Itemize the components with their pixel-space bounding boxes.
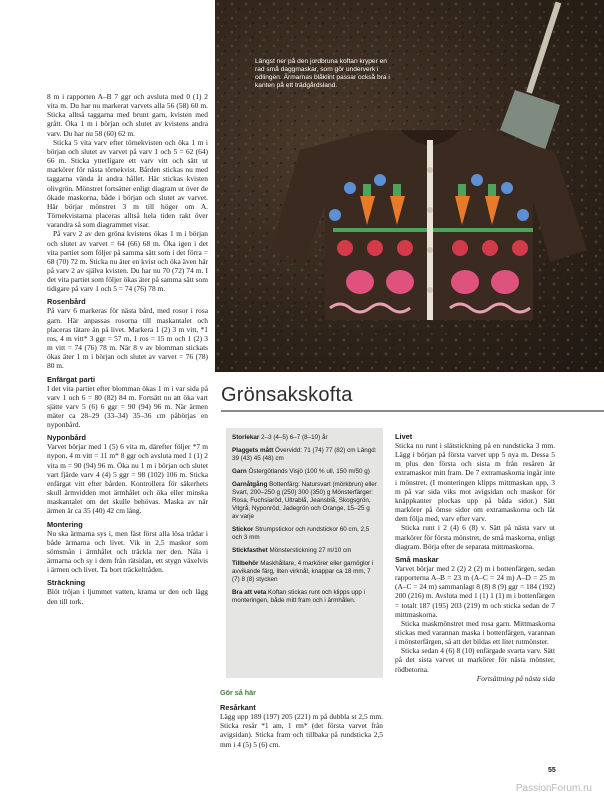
left-column	[47, 92, 208, 606]
resarkant-text: Lägg upp 189 (197) 205 (221) m på dubbla st 2,5 mm. Sticka resår *1 am, 1 rm* (det första varvet från avigsidan). Sticka fram och tillbaka på rundsticka 2,5 mm i 4 (5) 5 (6) cm.	[220, 712, 383, 749]
info-value: Strumpstickor och rundstickor 60 cm, 2,5 och 3 mm	[232, 526, 370, 541]
info-value: Bottenfärg: Natursvart (mörkbrun) eller Svart, 200–250 g (250) 300 (350) g Mönsterfärger: Rosa, Fuchsiaröd, Ultrablå, Jeansblå, Skogsgrön, Vitgrå, Nyponröd, Jadegrön och Orange, 15–25 g av varje	[232, 481, 377, 520]
info-entry	[226, 468, 383, 476]
info-value: Mönsterstickning 27 m/10 cm	[267, 547, 352, 554]
section-heading: Rosenbård	[47, 297, 86, 307]
info-label: Tillbehör	[232, 560, 259, 567]
info-label: Stickfasthet	[232, 547, 268, 554]
paragraph: Sticka runt i 2 (4) 6 (8) v. Sätt på nästa varv ut markörer för första mönstret, de små maskorna, enligt diagram. Börja efter de separata mittmaskorna.	[395, 523, 555, 551]
paragraph: Sticka nu runt i slätstickning på en rundsticka 3 mm. Lägg i början på första varvet upp 5 nya m. Dessa 5 m plus den första och sista m från resåren är extramaskor mitt fram. De 7 extramaskorna ingår inte i mönstret. (I monteringen klipps mittmaskan upp, 3 m på var sida viks mot avigsidan och maskor för knäppkanter plockas upp på båda sidor.) Sätt markörer på ömse sidor om extramaskorna och låt dem följa med, varv efter varv.	[395, 441, 555, 524]
info-value: Koftan stickas runt och klipps upp i monteringen, både mitt fram och i ärmhålen.	[232, 589, 366, 604]
info-label: Garnåtgång	[232, 481, 268, 488]
paragraph: Sticka maskmönstret med rosa garn. Mittmaskorna stickas med varannan maska i bottenfärgen, varannan i mönsterfärgen, så att det bildas ett litet rutmönster.	[395, 618, 555, 647]
middle-column	[220, 688, 383, 749]
info-value: 2–3 (4–5) 6–7 (8–10) år	[259, 434, 328, 441]
paragraph: I det vita partiet efter blomman ökas 1 m i var sida på varv 1 och 6 = 80 (82) 84 m. Fortsätt nu att öka vart sjätte varv 5 (6) 6 ggr = 90 (94) 96 m. När ärmen mäter ca 28–29 (33–34) 35–36 cm påbörjas en nyponbård.	[47, 383, 208, 430]
page-number: 55	[548, 767, 556, 774]
paragraph: Sticka sedan 4 (6) 8 (10) enfärgade svarta varv. Sätt på det sista varvet ut markörer för nästa mönster, rödbetorna.	[395, 646, 555, 674]
paragraph: Sticka 5 vita varv efter törnekvisten och öka 1 m i början och slutet av varvet på varv 1 och 5 = 62 (64) 66 m. Sticka ytterligare ett varv vitt och sätt ut markörer för nästa törnekvist. Bården stickas nu med taggarna vända åt andra hållet. Här stickas kvisten olivgrön. Mönstret fortsätter enligt diagram ut över de ökade maskorna, både i början och slutet av varvet. Här börjar mönstret 3 m till höger om A. Törnekvistarna placeras alltså hela tiden rakt över varandra så som diagrammet visar.	[47, 137, 208, 230]
info-label: Stickor	[232, 526, 254, 533]
section-heading: Nyponbård	[47, 433, 87, 443]
section-heading: Enfärgat parti	[47, 374, 96, 384]
paragraph: Blöt tröjan i ljummet vatten, krama ur den och lägg den till tork.	[47, 587, 208, 606]
paragraph: 8 m i rapporten A–B 7 ggr och avsluta med 0 (1) 2 vita m. Du har nu markerat varvets alla 56 (58) 60 m. Sticka alltså taggarna med brunt garn, kvisten med grått. Öka 1 m i början och slutet av kvistens andra varv. Du har nu 58 (60) 62 m.	[47, 92, 208, 138]
section-heading: Montering	[47, 519, 83, 529]
right-column	[395, 428, 555, 683]
section-heading: Livet	[395, 432, 413, 441]
pattern-info-box	[226, 428, 383, 678]
instructions-heading: Gör så här	[220, 688, 256, 697]
paragraph: På varv 2 av den gröna kvistens ökas 1 m i början och slutet av varvet = 64 (66) 68 m. Öka igen i det vita partiet som följer på samma sätt som i det förra = 68 (70) 72 m. Sticka nu äter en kvist och öka även här på varv 2 av själva kvisten. Du har nu 70 (72) 74 m. I det vita partiet som följer ökas äter på samma sätt som tidigare på varv 1 och 5 = 74 (76) 78 m.	[47, 229, 208, 294]
info-entry	[226, 560, 383, 584]
info-entry	[226, 481, 383, 521]
info-value: Östergötlands Visjö (100 % ull, 150 m/50 g)	[246, 468, 370, 475]
info-label: Plaggets mått	[232, 447, 274, 454]
info-label: Bra att veta	[232, 589, 267, 596]
continuation-note: Fortsättning på nästa sida	[476, 673, 555, 683]
section-heading-resarkant: Resårkant	[220, 703, 256, 713]
info-label: Storlekar	[232, 434, 260, 441]
sweater-photo	[215, 0, 604, 372]
info-label: Garn	[232, 468, 247, 475]
paragraph: Varvet börjar med 2 (2) 2 (2) m i bottenfärgen, sedan rapporterna A–B = 23 m (A–C = 24 m) A–D = 25 m (A–C = 24 m) sammanlagt 8 (8) 8 (9) ggr = 184 (192) 200 (216) m. Avsluta med 1 (1) 1 (1) m i bottenfärgen = totalt 187 (195) 203 (219) m och sticka sedan de 7 mittmaskorna.	[395, 563, 555, 619]
paragraph: På varv 6 markeras för nästa bård, med rosor i rosa garn. Här anpassas rosorna till maskantalet och placeras tätare än på livet. Markera 1 (2) 3 m vitt, *1 ros, 4 m vitt* 3 ggr = 57 m, 1 ros = 15 m och 1 (2) 3 m vitt = 74 (76) 78 m. När 8 v av blomman stickats ökas äter 1 m i början och slutet av varvet = 76 (78) 80 m.	[47, 306, 208, 371]
title-divider	[221, 410, 604, 412]
paragraph: Nu ska ärmarna sys i, men fäst först alla lösa trådar i både ärmarna och livet. Vik in 2,5 maskor som sömsmån i ärmhålet och träckla ner den. Nåla i ärmarna och sy i dem från rätsidan, ett stygn växelvis i ärmen och livet. Ta bort träckeltråden.	[47, 528, 208, 575]
paragraph: Varvet börjar med 1 (5) 6 vita m, därefter följer *7 m nypon, 4 m vitt = 11 m* 8 ggr och avsluta med 1 (1) 2 vita m = 90 (94) 96 m. Öka nu 1 m i början och slutet vart fjärde varv 4 (4) 5 ggr = 98 (102) 106 m. Sticka enfärgat vitt efter bården. Kontrollera för säkerhets skull ärmvidden mot ärmhålet och öka eller minska maskantalet om det skulle behövas. Maska av när ärmen är ca 35 (40) 42 cm lång.	[47, 442, 208, 516]
page-title: Grönsakskofta	[221, 384, 353, 406]
cardigan-illustration	[215, 0, 604, 372]
watermark: PassionForum.ru	[515, 783, 592, 794]
info-entry	[226, 428, 383, 442]
section-heading: Sträckning	[47, 578, 86, 588]
info-entry	[226, 589, 383, 605]
info-entry	[226, 547, 383, 555]
info-entry	[226, 447, 383, 463]
info-value: Övervidd: 71 (74) 77 (82) cm Längd: 39 (43) 45 (48) cm	[232, 447, 377, 462]
photo-caption: Längst ner på den jordbruna koftan kryper en rad små daggmaskar, som gör underverk i odlingen. Ärmarnas blåklint passar också bra i kanten på ett trädgårdsland.	[255, 58, 390, 89]
info-value: Maskhållare, 4 markörer eller garnöglor i avvikande färg, liten virknål, knappar ca 18 mm, 7 (7) 8 (8) stycken	[232, 560, 374, 583]
info-entry	[226, 526, 383, 542]
section-heading: Små maskar	[395, 554, 439, 564]
